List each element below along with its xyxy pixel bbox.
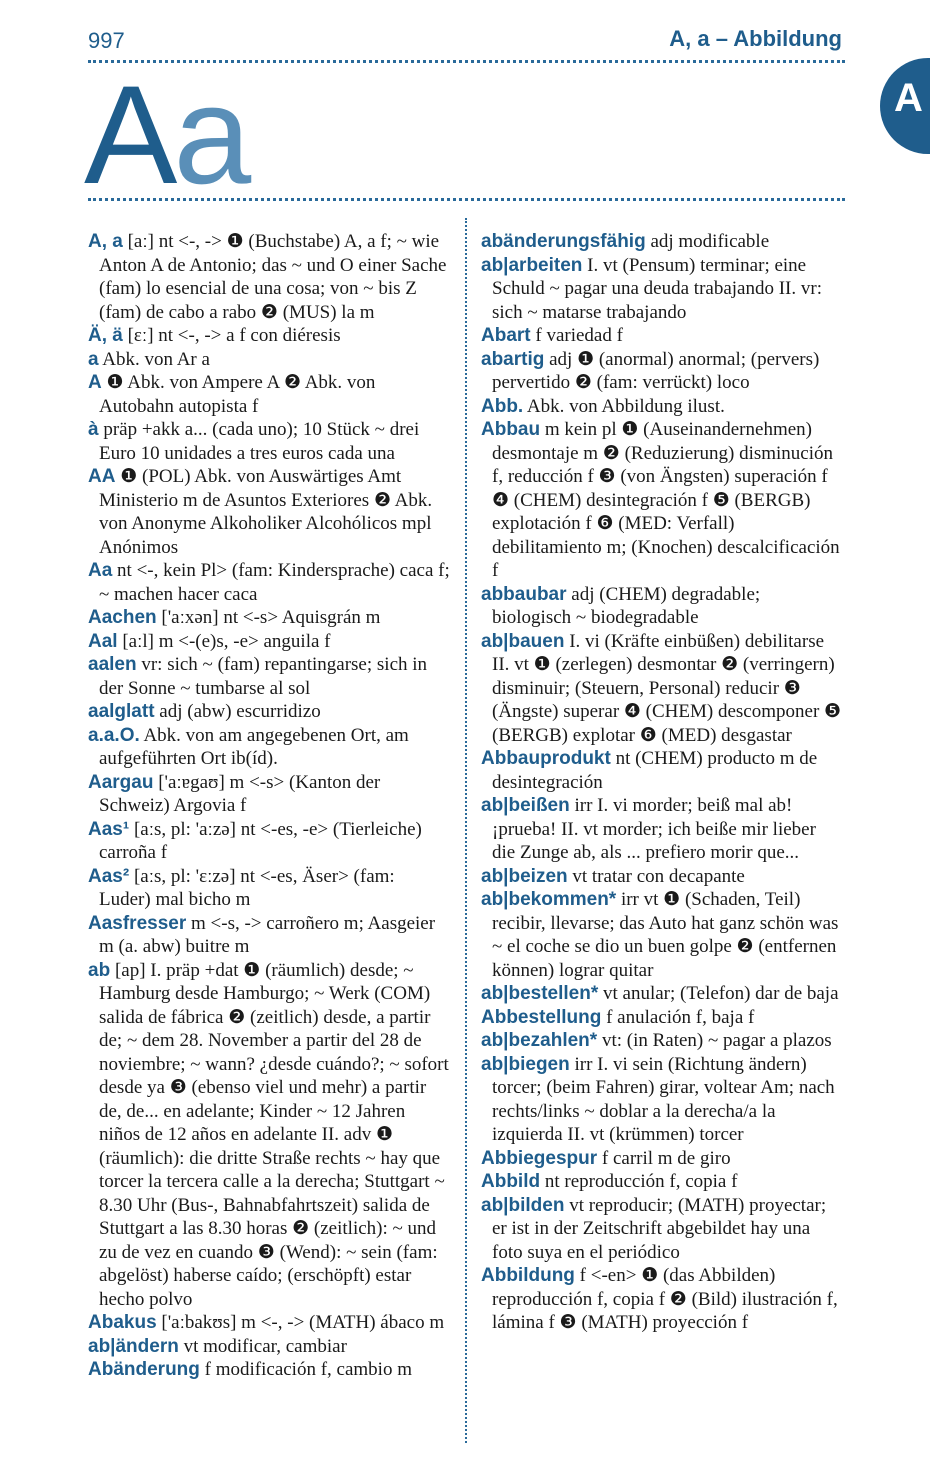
dictionary-entry — [88, 912, 450, 959]
entry-text: vt anular; (Telefon) dar de baja — [598, 983, 839, 1004]
entry-text: m <-s, -> carroñero m; Aasgeier m (a. abw) buitre m — [99, 912, 436, 957]
entry-text: nt <-, kein Pl> (fam: Kindersprache) caca f; ~ machen hacer caca — [99, 560, 450, 605]
entry-headword: Aal — [88, 630, 118, 652]
entry-headword: aalen — [88, 654, 137, 675]
dictionary-entry — [88, 700, 450, 724]
entry-headword: ab|biegen — [481, 1053, 570, 1075]
entry-text: ['aːxən] nt <-s> Aquisgrán m — [156, 607, 381, 628]
dictionary-entry — [481, 747, 843, 794]
section-letter-lower: a — [173, 56, 248, 213]
entry-headword: Abbauprodukt — [481, 748, 611, 769]
dictionary-entry — [481, 630, 843, 748]
entry-headword: Ä, ä — [88, 325, 123, 346]
dictionary-entry — [88, 630, 450, 654]
dictionary-entry — [88, 418, 450, 465]
dictionary-entry — [88, 1311, 450, 1335]
entry-headword: ab — [88, 959, 111, 981]
entry-text: vr: sich ~ (fam) repantingarse; sich in der Sonne ~ tumbarse al sol — [99, 654, 428, 699]
entry-text: vt modificar, cambiar — [178, 1335, 347, 1357]
entry-text: irr I. vi morder; beiß mal ab! ¡prueba! II. vt morder; ich beiße mir lieber die Zunge ab, als ... prefiero morir que... — [492, 795, 816, 863]
thumb-index-letter: A — [894, 76, 923, 120]
entry-headword: Abart — [481, 325, 531, 346]
entry-headword: a.a.O. — [88, 724, 140, 746]
entry-text: [aː] nt <-, -> ❶ (Buchstabe) A, a f; ~ wie Anton A de Antonio; das ~ und O einer Sache (fam) lo esencial de una cosa; von ~ bis Z (fam) de cabo a rabo ❷ (MUS) la m — [99, 231, 447, 323]
dictionary-entry — [481, 395, 843, 419]
entry-headword: ab|bekommen* — [481, 889, 617, 910]
entry-headword: A — [88, 372, 102, 393]
dictionary-entry — [481, 1053, 843, 1147]
entry-headword: ab|beißen — [481, 795, 570, 816]
entry-headword: Aas¹ — [88, 818, 130, 840]
entry-text: [ap] I. präp +dat ❶ (räumlich) desde; ~ Hamburg desde Hamburgo; ~ Werk (COM) salida de fábrica ❷ (zeitlich) desde, a partir de; ~ dem 28. November a partir del 28 de noviembre; ~ wann? ¿desde cuándo?; ~ sofort desde ya ❸ (ebenso viel und mehr) a partir de, de... en adelante; Kinder ~ 12 Jahren niños de 12 años en adelante II. adv ❶ (räumlich): die dritte Straße rechts ~ hay que torcer la tercera calle a la derecha; Stuttgart ~ 8.30 Uhr (Bus-, Bahnabfahrtszeit) salida de Stuttgart a las 8.30 horas ❷ (zeitlich): ~ und zu de vez en cuando ❸ (Wend): ~ sein (fam: abgelöst) haberse caído; (erschöpft) estar hecho polvo — [99, 959, 449, 1310]
thumb-index-tab[interactable] — [880, 58, 930, 154]
dictionary-entry — [481, 1006, 843, 1030]
entry-headword: AA — [88, 466, 116, 487]
entry-text: f <-en> ❶ (das Abbilden) reproducción f, copia f ❷ (Bild) ilustración f, lámina f ❸ (MATH) proyección f — [492, 1265, 838, 1333]
dictionary-entry — [481, 1194, 843, 1265]
dictionary-entry — [481, 1029, 843, 1053]
entry-text: I. vi (Kräfte einbüßen) debilitarse II. vt ❶ (zerlegen) desmontar ❷ (verringern) disminuir; (Steuern, Personal) reducir ❸ (Ängste) superar ❹ (CHEM) descomponer ❺ (BERGB) explotar ❻ (MED) desgastar — [492, 630, 842, 746]
entry-text: adj (abw) escurridizo — [154, 701, 321, 722]
entry-headword: Abbiegespur — [481, 1147, 598, 1169]
dictionary-entry — [481, 794, 843, 865]
dictionary-entry — [88, 559, 450, 606]
entry-headword: Aachen — [88, 607, 157, 628]
dictionary-entry — [481, 1170, 843, 1194]
dictionary-entry — [481, 583, 843, 630]
dictionary-entry — [481, 888, 843, 982]
entry-text: präp +akk a... (cada uno); 10 Stück ~ drei Euro 10 unidades a tres euros cada una — [98, 419, 420, 464]
dictionary-entry — [481, 230, 843, 254]
entry-headword: abänderungsfähig — [481, 231, 646, 252]
entry-headword: aalglatt — [88, 701, 155, 722]
entry-text: vt: (in Raten) ~ pagar a plazos — [597, 1030, 832, 1051]
dictionary-entry — [481, 982, 843, 1006]
entry-text: f variedad f — [530, 325, 623, 346]
column-separator — [465, 218, 467, 1443]
entry-headword: ab|ändern — [88, 1335, 179, 1357]
dictionary-entry — [88, 653, 450, 700]
entry-headword: Aas² — [88, 865, 130, 887]
entry-text: f anulación f, baja f — [601, 1006, 755, 1028]
dictionary-entry — [481, 865, 843, 889]
entry-headword: abbaubar — [481, 583, 567, 605]
entry-text: f carril m de giro — [597, 1147, 731, 1169]
entry-headword: Aa — [88, 560, 113, 581]
entry-text: adj ❶ (anormal) anormal; (pervers) pervertido ❷ (fam: verrückt) loco — [492, 348, 820, 393]
dictionary-entry — [88, 959, 450, 1312]
entry-headword: à — [88, 419, 99, 440]
dictionary-entry — [88, 724, 450, 771]
entry-text: [aːl] m <-(e)s, -e> anguila f — [117, 630, 331, 652]
dictionary-entry — [88, 771, 450, 818]
entry-headword: A, a — [88, 231, 123, 252]
entry-text: nt (CHEM) producto m de desintegración — [492, 748, 818, 793]
section-letter-upper: A — [84, 56, 174, 213]
entry-headword: abartig — [481, 348, 545, 370]
entry-text: [aːs, pl: 'aːzə] nt <-es, -e> (Tierleiche) carroña f — [99, 818, 422, 863]
dictionary-entry — [481, 348, 843, 395]
entry-headword: Abänderung — [88, 1359, 200, 1380]
dictionary-entry — [88, 371, 450, 418]
entry-text: ❶ (POL) Abk. von Auswärtiges Amt Ministerio m de Asuntos Exteriores ❷ Abk. von Anonyme Alkoholiker Alcohólicos mpl Anónimos — [99, 466, 433, 558]
entry-text: I. vt (Pensum) terminar; eine Schuld ~ pagar una deuda trabajando II. vr: sich ~ matarse trabajando — [492, 254, 822, 323]
section-letter — [84, 56, 248, 213]
section-divider — [88, 198, 845, 201]
entry-text: ['aːbakʊs] m <-, -> (MATH) ábaco m — [156, 1312, 445, 1333]
entry-headword: Abakus — [88, 1312, 157, 1333]
entry-text: vt tratar con decapante — [567, 865, 745, 887]
entry-text: vt reproducir; (MATH) proyectar; er ist in der Zeitschrift abgebildet hay una foto suya en el periódico — [492, 1194, 827, 1263]
entry-text: ❶ Abk. von Ampere A ❷ Abk. von Autobahn autopista f — [99, 372, 376, 417]
entry-text: [ɛː] nt <-, -> a f con diéresis — [122, 325, 341, 346]
entry-headword: Abbau — [481, 419, 541, 440]
dictionary-entry — [88, 818, 450, 865]
entry-text: adj (CHEM) degradable; biologisch ~ biodegradable — [492, 583, 761, 628]
entry-text: adj modificable — [645, 231, 770, 252]
entry-text: m kein pl ❶ (Auseinandernehmen) desmontaje m ❷ (Reduzierung) disminución f, reducción f ❸ (von Ängsten) superación f ❹ (CHEM) desintegración f ❺ (BERGB) explotación f ❻ (MED: Verfall) debilitamiento m; (Knochen) descalcificación f — [492, 419, 840, 581]
dictionary-entry — [88, 1358, 450, 1382]
dictionary-entry — [481, 418, 843, 583]
dictionary-entry — [481, 324, 843, 348]
entry-headword: Abbild — [481, 1171, 541, 1192]
entry-text: [aːs, pl: 'ɛːzə] nt <-es, Äser> (fam: Luder) mal bicho m — [99, 865, 395, 910]
entry-headword: ab|arbeiten — [481, 254, 583, 276]
running-head: A, a – Abbildung — [669, 26, 842, 51]
dictionary-entry — [88, 865, 450, 912]
dictionary-entry — [88, 348, 450, 372]
entry-headword: a — [88, 348, 99, 370]
entry-text: Abk. von Abbildung ilust. — [523, 395, 725, 417]
dictionary-entry — [481, 1264, 843, 1335]
entry-headword: Abbildung — [481, 1265, 575, 1286]
entry-headword: Abb. — [481, 395, 524, 417]
entry-headword: ab|bestellen* — [481, 983, 599, 1004]
entry-headword: Abbestellung — [481, 1006, 602, 1028]
entry-headword: ab|beizen — [481, 865, 568, 887]
entry-headword: ab|bezahlen* — [481, 1030, 598, 1051]
entry-headword: ab|bilden — [481, 1194, 565, 1216]
entry-text: f modificación f, cambio m — [199, 1359, 412, 1380]
dictionary-entry — [88, 1335, 450, 1359]
dictionary-entry — [88, 606, 450, 630]
entry-text: Abk. von am angegebenen Ort, am aufgeführten Ort ib(íd). — [99, 724, 409, 769]
entry-headword: ab|bauen — [481, 630, 565, 652]
entry-text: ['aːɐgaʊ] m <-s> (Kanton der Schweiz) Argovia f — [99, 771, 381, 816]
entry-text: Abk. von Ar a — [98, 348, 210, 370]
dictionary-entry — [88, 465, 450, 559]
dictionary-entry — [88, 324, 450, 348]
entry-text: nt reproducción f, copia f — [540, 1171, 738, 1192]
page-number: 997 — [88, 28, 125, 53]
entry-headword: Aargau — [88, 771, 154, 793]
entry-text: irr I. vi sein (Richtung ändern) torcer; (beim Fahren) girar, voltear Am; nach rechts/links ~ doblar a la derecha/a la izquierda II. vt (krümmen) torcer — [492, 1053, 835, 1145]
dictionary-entry — [481, 1147, 843, 1171]
right-column — [481, 230, 843, 1335]
left-column — [88, 230, 450, 1382]
dictionary-entry — [88, 230, 450, 324]
entry-headword: Aasfresser — [88, 912, 187, 934]
dictionary-entry — [481, 254, 843, 325]
entry-text: irr vt ❶ (Schaden, Teil) recibir, llevarse; das Auto hat ganz schön was ~ el coche se dio un buen golpe ❷ (entfernen können) lograr quitar — [492, 889, 839, 981]
